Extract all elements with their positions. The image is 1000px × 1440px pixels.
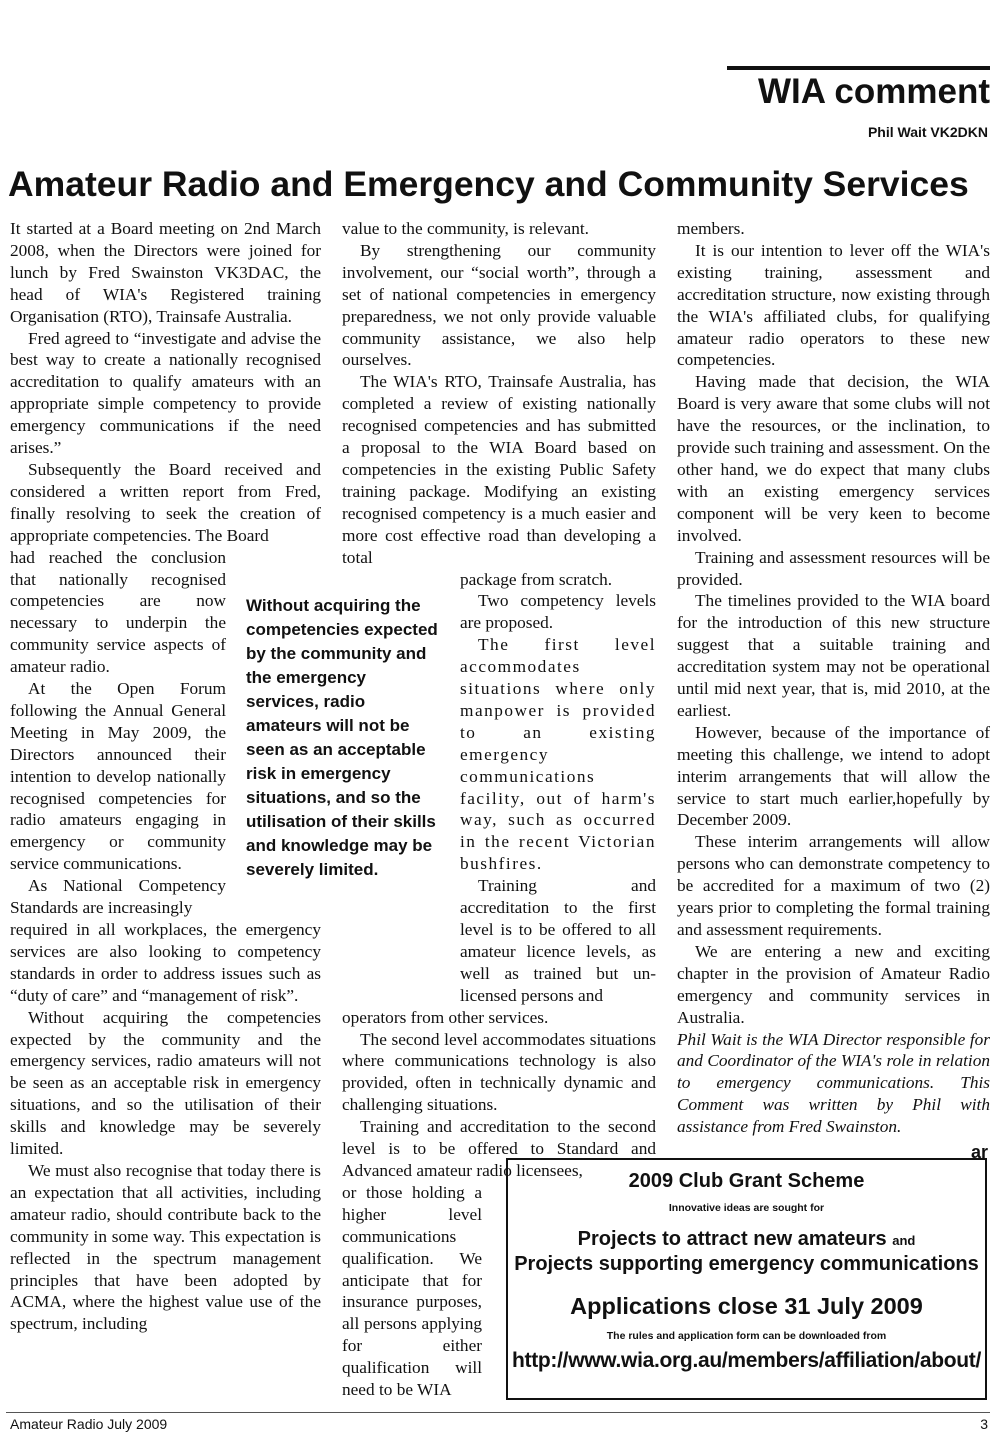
paragraph: Training and accreditation to the second level is to be offered to Standard and Advanced amateur radio licensees, [342, 1117, 656, 1180]
paragraph: We are entering a new and exciting chapter in the provision of Amateur Radio emergency and community services in Australia. [677, 941, 990, 1027]
pull-quote: Without acquiring the competencies expected by the community and the emergency services, radio amateurs will not be seen as an acceptable risk in emergency situations, and so the utilisation of their skills and knowledge may be severely limited. [246, 596, 438, 879]
paragraph: By strengthening our community involvement, our “social worth”, through a set of national competencies in emergency preparedness, we not only provide valuable community assistance, we also help ourselves. [342, 240, 656, 370]
author-byline: Phil Wait VK2DKN [867, 124, 988, 140]
article-headline: Amateur Radio and Emergency and Community Services [8, 164, 969, 204]
paragraph: members. [677, 219, 745, 238]
grant-line-1 [508, 1228, 985, 1251]
footer-rule [6, 1412, 990, 1413]
paragraph: The second level accommodates situations where communications technology is also provided, often in technically dynamic and challenging situations. [342, 1029, 656, 1115]
paragraph: The first level accommodates situations where only manpower is provided to an existing emergency communications facility, out of harm's way, such as occurred in the recent Victorian bushfires. [460, 635, 656, 874]
club-grant-box [506, 1158, 987, 1400]
paragraph: The timelines provided to the WIA board for the introduction of this new structure suggest that a suitable training and accreditation system may not be operational until mid next year, that is, mid 2010, at the earliest. [677, 591, 990, 720]
paragraph: The WIA's RTO, Trainsafe Australia, has completed a review of existing nationally recognised competencies and has submitted a proposal to the WIA Board based on competencies in the existing Public Safety training package. Modifying an existing recognised competency is a much easier and more cost effective road than developing a total [342, 372, 656, 567]
paragraph: Training and accreditation to the first level is to be offered to all amateur licence levels, as well as trained but un-licensed persons and [460, 876, 656, 1005]
paragraph: or those holding a higher level communications qualification. We anticipate that for insurance purposes, all persons applying for either qualification will need to be WIA [342, 1182, 482, 1400]
grant-line-2: Projects supporting emergency communications [514, 1253, 979, 1275]
paragraph: It started at a Board meeting on 2nd March 2008, when the Directors were joined for lunch by Fred Swainston VK3DAC, the head of WIA's Registered training Organisation (RTO), Trainsafe Australia. [10, 219, 321, 326]
footer-publication: Amateur Radio July 2009 [10, 1416, 168, 1432]
grant-url-link[interactable]: http://www.wia.org.au/members/affiliation/about/ [511, 1349, 982, 1372]
paragraph: These interim arrangements will allow persons who can demonstrate competency to be accredited for a maximum of two (2) years prior to completing the formal training and assessment requirements. [677, 832, 990, 939]
grant-and: and [892, 1233, 916, 1248]
section-title: WIA comment [757, 72, 990, 111]
paragraph: Without acquiring the competencies expected by the community and the emergency services, radio amateurs will not be seen as an acceptable risk in emergency situations, and so the utilisation of their skills and knowledge may be severely limited. [10, 1007, 321, 1159]
paragraph: had reached the conclusion that nationally recognised competencies are now necessary to underpin the community service aspects of amateur radio. [10, 547, 226, 677]
grant-line-1-text: Projects to attract new amateurs [577, 1228, 887, 1250]
paragraph: required in all workplaces, the emergency services are also looking to competency standards in order to address issues such as “duty of care” and “management of risk”. [10, 920, 321, 1005]
paragraph: Fred agreed to “investigate and advise the best way to create a nationally recognised accreditation to qualify amateurs with an appropriate simple competency to provide emergency communications if the need arises.” [10, 328, 321, 458]
grant-title: 2009 Club Grant Scheme [628, 1170, 865, 1192]
paragraph: However, because of the importance of meeting this challenge, we intend to adopt interim arrangements that will allow the service to start much earlier,hopefully by December 2009. [677, 722, 990, 830]
paragraph: Two competency levels are proposed. [460, 591, 656, 633]
author-bio: Phil Wait is the WIA Director responsible for and Coordinator of the WIA's role in relation to emergency communications. This Comment was written by Phil with assistance from Fred Swainston. [677, 1029, 990, 1137]
grant-deadline: Applications close 31 July 2009 [570, 1293, 923, 1319]
paragraph: value to the community, is relevant. [342, 219, 589, 238]
paragraph: package from scratch. [460, 569, 613, 589]
end-mark: ar [970, 1142, 988, 1162]
grant-subtitle: Innovative ideas are sought for [668, 1202, 825, 1214]
paragraph: As National Competency Standards are increasingly [10, 876, 226, 918]
grant-rules-note: The rules and application form can be downloaded from [606, 1330, 887, 1342]
paragraph: It is our intention to lever off the WIA's existing training, assessment and accreditation structure, now existing through the WIA's affiliated clubs, for qualifying amateur radio operators to these new competencies. [677, 240, 990, 370]
paragraph: operators from other services. [342, 1007, 549, 1027]
paragraph: Training and assessment resources will be provided. [677, 547, 990, 589]
paragraph: At the Open Forum following the Annual General Meeting in May 2009, the Directors announced their intention to develop nationally recognised competencies for radio amateurs engaging in emergency or community service communications. [10, 679, 226, 874]
paragraph: Subsequently the Board received and considered a written report from Fred, finally resolving to seek the creation of appropriate competencies. The Board [10, 459, 321, 545]
paragraph: We must also recognise that today there is an expectation that all activities, including amateur radio, should contribute back to the community in some way. This expectation is reflected in the spectrum management principles that have been adopted by ACMA, where the highest value use of the spectrum, including [10, 1160, 321, 1334]
article-column-3 [677, 218, 990, 1138]
paragraph: Having made that decision, the WIA Board is very aware that some clubs will not have the resources, or the inclination, to provide such training and assessment. On the other hand, we do expect that many clubs with an existing emergency services component will be very keen to become involved. [677, 372, 990, 545]
page-number: 3 [980, 1416, 988, 1432]
